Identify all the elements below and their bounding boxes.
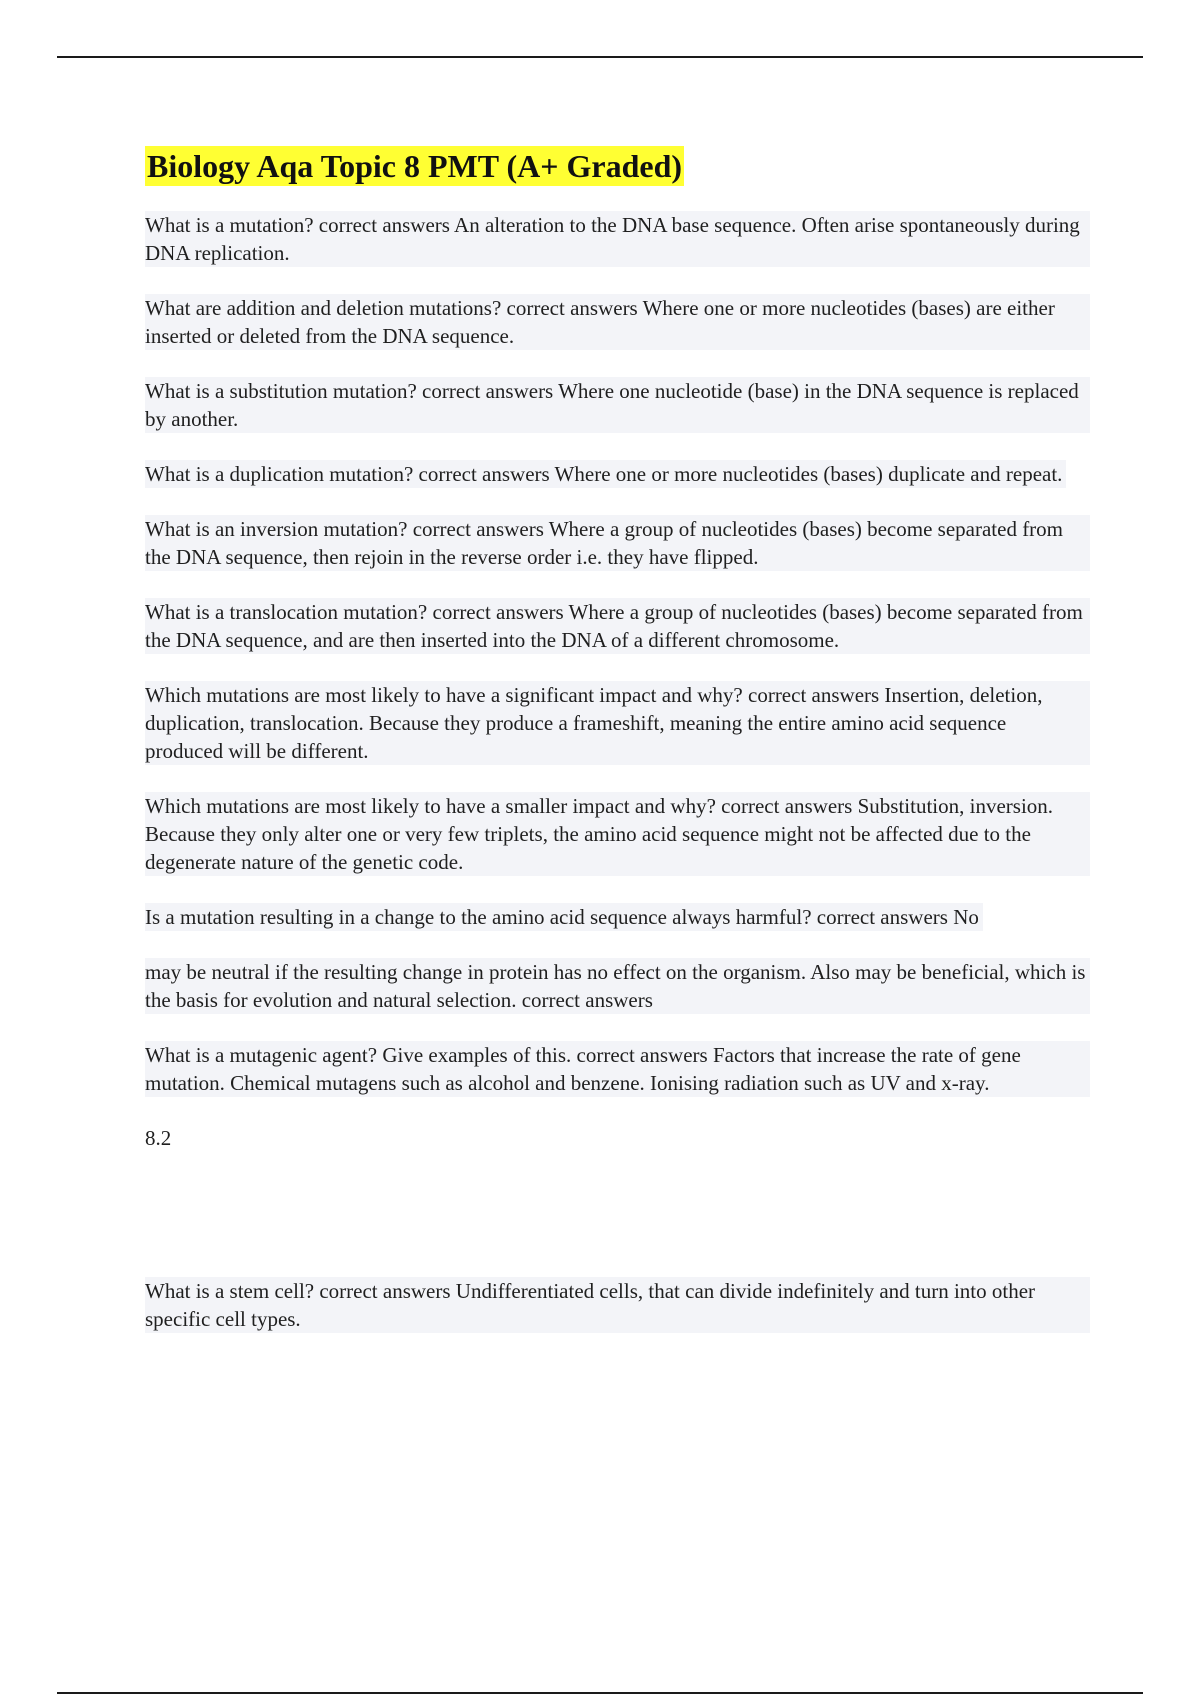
qa-smaller-impact: Which mutations are most likely to have a smaller impact and why? correct answers Substitution, inversion. Because they only alter one or very few triplets, the amino acid sequence might not be affected due to the degenerate nature of the genetic code.	[145, 792, 1090, 876]
qa-stem-cell: What is a stem cell? correct answers Undifferentiated cells, that can divide indefinitely and turn into other specific cell types.	[145, 1277, 1090, 1333]
qa-neutral-beneficial: may be neutral if the resulting change in protein has no effect on the organism. Also may be beneficial, which is the basis for evolution and natural selection. correct answers	[145, 958, 1090, 1014]
qa-substitution: What is a substitution mutation? correct answers Where one nucleotide (base) in the DNA sequence is replaced by another.	[145, 377, 1090, 433]
qa-mutation: What is a mutation? correct answers An alteration to the DNA base sequence. Often arise spontaneously during DNA replication.	[145, 211, 1090, 267]
top-rule	[57, 56, 1143, 58]
qa-duplication: What is a duplication mutation? correct answers Where one or more nucleotides (bases) duplicate and repeat.	[145, 460, 1066, 488]
bottom-rule	[57, 1692, 1143, 1694]
document-title: Biology Aqa Topic 8 PMT (A+ Graded)	[147, 148, 683, 184]
document-body	[145, 146, 1090, 1360]
qa-inversion: What is an inversion mutation? correct answers Where a group of nucleotides (bases) become separated from the DNA sequence, then rejoin in the reverse order i.e. they have flipped.	[145, 515, 1090, 571]
qa-always-harmful: Is a mutation resulting in a change to the amino acid sequence always harmful? correct answers No	[145, 903, 983, 931]
qa-addition-deletion: What are addition and deletion mutations? correct answers Where one or more nucleotides (bases) are either inserted or deleted from the DNA sequence.	[145, 294, 1090, 350]
section-number: 8.2	[145, 1126, 172, 1150]
qa-mutagenic-agent: What is a mutagenic agent? Give examples of this. correct answers Factors that increase the rate of gene mutation. Chemical mutagens such as alcohol and benzene. Ionising radiation such as UV and x-ray.	[145, 1041, 1090, 1097]
qa-translocation: What is a translocation mutation? correct answers Where a group of nucleotides (bases) become separated from the DNA sequence, and are then inserted into the DNA of a different chromosome.	[145, 598, 1090, 654]
qa-significant-impact: Which mutations are most likely to have a significant impact and why? correct answers Insertion, deletion, duplication, translocation. Because they produce a frameshift, meaning the entire amino acid sequence produced will be different.	[145, 681, 1090, 765]
